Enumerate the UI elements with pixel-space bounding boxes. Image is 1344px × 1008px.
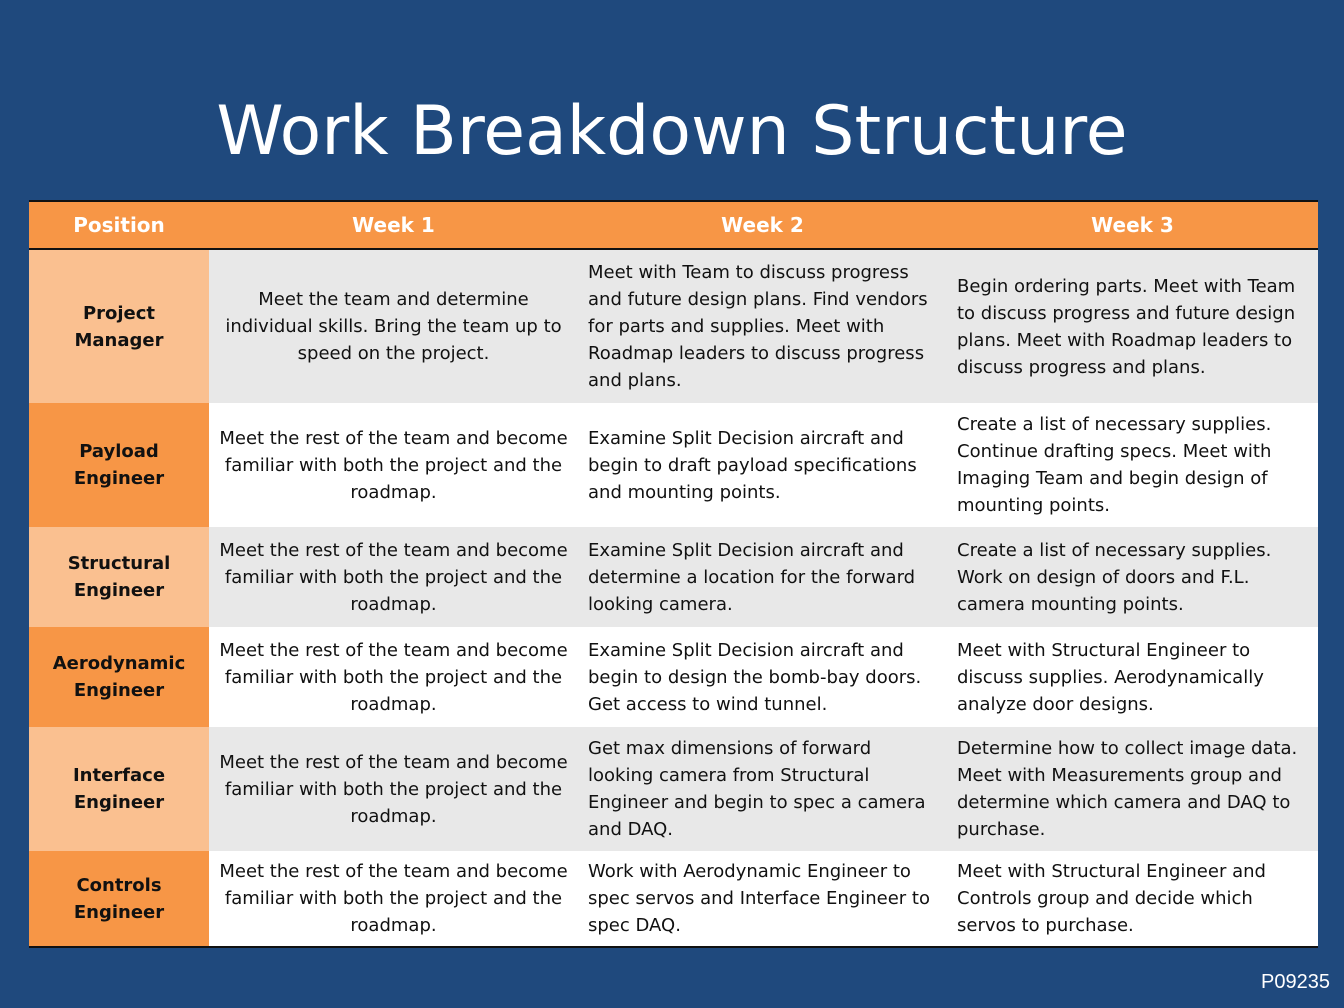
week1-cell: Meet the rest of the team and become familiar with both the project and the roadmap. bbox=[209, 527, 578, 627]
header-week-2: Week 2 bbox=[578, 201, 947, 249]
week3-cell: Determine how to collect image data. Meet with Measurements group and determine which camera and DAQ to purchase. bbox=[947, 727, 1318, 851]
header-position: Position bbox=[29, 201, 209, 249]
table-row bbox=[29, 851, 1318, 947]
week1-cell: Meet the rest of the team and become familiar with both the project and the roadmap. bbox=[209, 627, 578, 727]
slide-footer-code: P09235 bbox=[1261, 971, 1330, 993]
week1-cell: Meet the rest of the team and become familiar with both the project and the roadmap. bbox=[209, 403, 578, 527]
week3-cell: Create a list of necessary supplies. Work on design of doors and F.L. camera mounting points. bbox=[947, 527, 1318, 627]
week3-cell: Meet with Structural Engineer to discuss supplies. Aerodynamically analyze door designs. bbox=[947, 627, 1318, 727]
table-row bbox=[29, 627, 1318, 727]
table-row bbox=[29, 249, 1318, 403]
header-week-3: Week 3 bbox=[947, 201, 1318, 249]
table-row bbox=[29, 527, 1318, 627]
position-cell: Aerodynamic Engineer bbox=[29, 627, 209, 727]
slide-title: Work Breakdown Structure bbox=[216, 92, 1128, 171]
week2-cell: Examine Split Decision aircraft and determine a location for the forward looking camera. bbox=[578, 527, 947, 627]
week2-cell: Examine Split Decision aircraft and begin to draft payload specifications and mounting points. bbox=[578, 403, 947, 527]
week3-cell: Meet with Structural Engineer and Controls group and decide which servos to purchase. bbox=[947, 851, 1318, 947]
week3-cell: Create a list of necessary supplies. Continue drafting specs. Meet with Imaging Team and begin design of mounting points. bbox=[947, 403, 1318, 527]
week1-cell: Meet the rest of the team and become familiar with both the project and the roadmap. bbox=[209, 727, 578, 851]
position-cell: Structural Engineer bbox=[29, 527, 209, 627]
week3-cell: Begin ordering parts. Meet with Team to discuss progress and future design plans. Meet with Roadmap leaders to discuss progress and plans. bbox=[947, 249, 1318, 403]
week2-cell: Get max dimensions of forward looking camera from Structural Engineer and begin to spec a camera and DAQ. bbox=[578, 727, 947, 851]
week2-cell: Work with Aerodynamic Engineer to spec servos and Interface Engineer to spec DAQ. bbox=[578, 851, 947, 947]
table-row bbox=[29, 727, 1318, 851]
table-header-row bbox=[29, 201, 1318, 249]
week1-cell: Meet the team and determine individual skills. Bring the team up to speed on the project. bbox=[209, 249, 578, 403]
position-cell: Project Manager bbox=[29, 249, 209, 403]
week2-cell: Examine Split Decision aircraft and begin to design the bomb-bay doors. Get access to wind tunnel. bbox=[578, 627, 947, 727]
week2-cell: Meet with Team to discuss progress and future design plans. Find vendors for parts and supplies. Meet with Roadmap leaders to discuss progress and plans. bbox=[578, 249, 947, 403]
position-cell: Controls Engineer bbox=[29, 851, 209, 947]
position-cell: Interface Engineer bbox=[29, 727, 209, 851]
position-cell: Payload Engineer bbox=[29, 403, 209, 527]
wbs-table bbox=[29, 200, 1318, 948]
header-week-1: Week 1 bbox=[209, 201, 578, 249]
week1-cell: Meet the rest of the team and become familiar with both the project and the roadmap. bbox=[209, 851, 578, 947]
table-row bbox=[29, 403, 1318, 527]
